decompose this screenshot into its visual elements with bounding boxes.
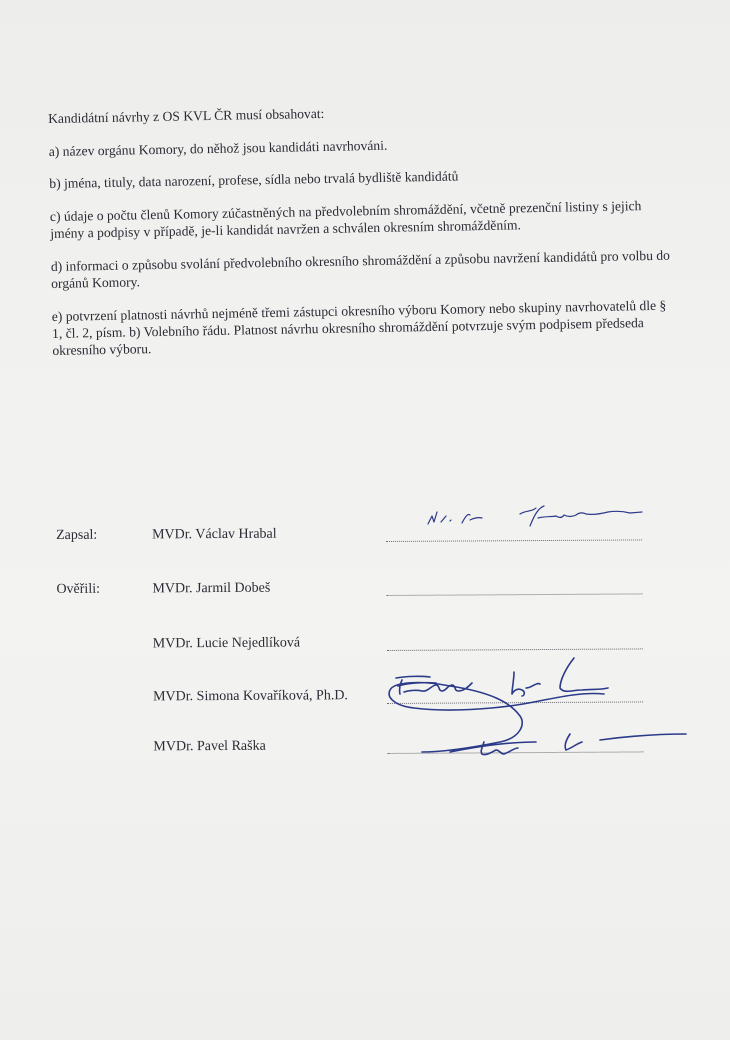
list-item-c: c) údaje o počtu členů Komory zúčastněných na předvolebním shromáždění, včetně prezenční listiny s jejich jmény a podpisy v případě, je-li kandidát navržen a schválen okresním shromážděním.	[49, 198, 642, 241]
signature-line	[387, 701, 643, 704]
signature-line	[387, 751, 643, 754]
signature-row-verifier-4	[57, 736, 657, 760]
signature-row-verifier-1	[56, 578, 656, 602]
signature-line	[386, 593, 642, 596]
signature-line	[387, 648, 643, 651]
signature-row-recorder	[56, 524, 656, 548]
signature-line	[386, 539, 642, 542]
recorder-name: MVDr. Václav Hrabal	[152, 526, 277, 543]
list-item-b: b) jména, tituly, data narození, profese, sídla nebo trvalá bydliště kandidátů	[49, 168, 459, 191]
signature-block	[56, 516, 656, 755]
recorded-by-label: Zapsal:	[56, 527, 98, 543]
intro-text: Kandidátní návrhy z OS KVL ČR musí obsahovat:	[48, 105, 325, 126]
list-item-a: a) název orgánu Komory, do něhož jsou kandidáti navrhováni.	[48, 137, 388, 159]
signature-row-verifier-2	[57, 633, 657, 657]
verifier-name: MVDr. Simona Kovaříková, Ph.D.	[153, 688, 348, 705]
list-item-e: e) potvrzení platnosti návrhů nejméně třemi zástupci okresního výboru Komory nebo skupiny navrhovatelů dle § 1, čl. 2, písm. b) Volebního řádu. Platnost návrhu okresního shromáždění potvrzuje svým podpisem předseda okresního výboru.	[51, 297, 667, 358]
signature-row-verifier-3	[57, 686, 657, 710]
verifier-name: MVDr. Jarmil Dobeš	[152, 580, 271, 597]
verified-by-label: Ověřili:	[56, 581, 101, 597]
list-item-d: d) informaci o způsobu svolání předvolebního okresního shromáždění a způsobu navržení kandidátů pro volbu do orgánů Komory.	[50, 247, 671, 291]
signature-hrabal	[428, 506, 642, 526]
verifier-name: MVDr. Pavel Raška	[153, 738, 266, 755]
verifier-name: MVDr. Lucie Nejedlíková	[152, 635, 301, 652]
document-body	[48, 99, 673, 375]
